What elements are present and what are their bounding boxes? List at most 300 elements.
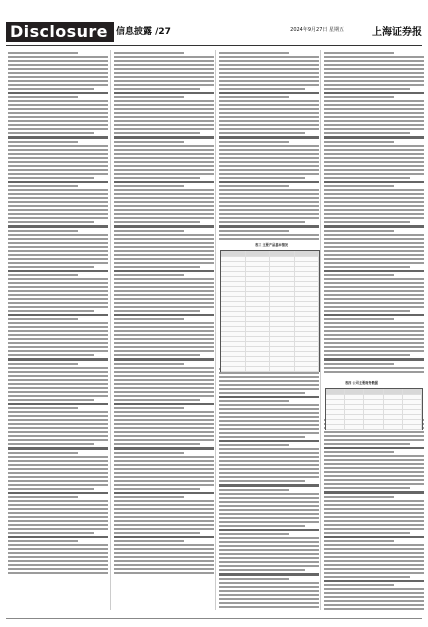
text-line	[324, 262, 424, 264]
text-line	[8, 488, 94, 490]
text-line	[324, 568, 424, 570]
text-line	[324, 157, 424, 159]
text-line	[219, 529, 319, 531]
table-cell	[246, 297, 271, 301]
text-line	[324, 274, 394, 276]
text-line	[324, 258, 424, 260]
column-divider	[320, 50, 321, 610]
text-line	[114, 460, 214, 462]
text-line	[219, 537, 319, 539]
table-cell	[270, 277, 295, 281]
text-line	[8, 342, 108, 344]
text-line	[219, 384, 319, 386]
text-line	[114, 464, 214, 466]
text-line	[114, 346, 214, 348]
text-line	[8, 528, 108, 530]
text-line	[219, 221, 305, 223]
text-line	[219, 76, 319, 78]
text-line	[324, 60, 424, 62]
text-line	[8, 508, 108, 510]
table-cell	[246, 262, 271, 266]
text-line	[8, 197, 108, 199]
text-line	[324, 540, 394, 542]
text-line	[114, 141, 184, 143]
text-line	[324, 367, 424, 369]
text-line	[219, 205, 319, 207]
text-line	[219, 533, 289, 535]
table-cell	[246, 317, 271, 321]
text-line	[114, 201, 214, 203]
table-caption: 表三 主要产品基本情况	[255, 243, 288, 247]
text-line	[8, 504, 108, 506]
text-line	[219, 201, 319, 203]
text-line	[8, 242, 108, 244]
text-line	[324, 136, 424, 138]
text-line	[8, 120, 108, 122]
text-line	[324, 435, 424, 437]
text-line	[219, 225, 319, 227]
table-cell	[345, 395, 364, 399]
text-line	[8, 270, 108, 272]
text-line	[324, 173, 424, 175]
text-line	[114, 468, 214, 470]
table-cell	[246, 347, 271, 351]
text-line	[324, 213, 424, 215]
text-line	[114, 209, 214, 211]
table-cell	[364, 395, 383, 399]
text-line	[114, 488, 200, 490]
text-line	[8, 234, 108, 236]
text-line	[114, 524, 214, 526]
text-line	[8, 250, 108, 252]
table-row	[221, 367, 319, 372]
table-cell	[364, 410, 383, 414]
text-line	[114, 496, 184, 498]
table-cell	[270, 272, 295, 276]
text-line	[324, 197, 424, 199]
text-line	[114, 415, 214, 417]
table-cell	[246, 352, 271, 356]
text-line	[114, 254, 214, 256]
text-line	[324, 177, 410, 179]
text-line	[114, 250, 214, 252]
text-line	[8, 286, 108, 288]
table-cell	[295, 317, 320, 321]
text-line	[324, 161, 424, 163]
text-line	[8, 128, 108, 130]
data-table	[220, 250, 320, 372]
text-line	[324, 354, 410, 356]
text-line	[114, 306, 214, 308]
text-line	[114, 447, 214, 449]
text-line	[324, 104, 424, 106]
text-line	[219, 128, 319, 130]
table-cell	[221, 322, 246, 326]
table-cell	[403, 410, 422, 414]
text-line	[219, 112, 319, 114]
text-line	[8, 492, 108, 494]
table-cell	[221, 297, 246, 301]
table-cell	[326, 425, 345, 429]
text-line	[114, 443, 200, 445]
table-cell	[295, 367, 320, 371]
data-table	[325, 388, 423, 430]
text-line	[219, 586, 319, 588]
text-line	[324, 463, 424, 465]
table-cell	[221, 307, 246, 311]
text-line	[324, 467, 424, 469]
text-line	[8, 254, 108, 256]
newspaper-name: 上海证券报	[372, 27, 422, 38]
text-line	[219, 217, 319, 219]
text-line	[219, 376, 319, 378]
text-line	[324, 548, 424, 550]
page-footer-rule	[6, 618, 422, 619]
text-line	[324, 290, 424, 292]
text-line	[8, 435, 108, 437]
text-line	[114, 395, 214, 397]
text-line	[8, 68, 108, 70]
table-cell	[246, 307, 271, 311]
text-line	[114, 427, 214, 429]
text-line	[114, 132, 200, 134]
text-line	[324, 556, 424, 558]
table-cell	[221, 287, 246, 291]
text-line	[324, 318, 394, 320]
text-line	[114, 419, 214, 421]
text-line	[8, 302, 108, 304]
text-line	[114, 504, 214, 506]
text-line	[8, 387, 108, 389]
table-cell	[364, 425, 383, 429]
table-cell	[221, 312, 246, 316]
text-line	[219, 185, 289, 187]
table-cell	[246, 322, 271, 326]
text-line	[219, 230, 289, 232]
table-cell	[270, 307, 295, 311]
text-line	[324, 447, 424, 449]
text-line	[8, 431, 108, 433]
text-line	[324, 536, 424, 538]
table-cell	[270, 322, 295, 326]
text-line	[114, 528, 214, 530]
text-line	[8, 439, 108, 441]
text-line	[324, 193, 424, 195]
text-line	[8, 371, 108, 373]
text-line	[324, 471, 424, 473]
text-line	[324, 516, 424, 518]
text-line	[8, 419, 108, 421]
text-line	[114, 278, 214, 280]
text-line	[114, 290, 214, 292]
table-cell	[270, 347, 295, 351]
table-cell	[295, 262, 320, 266]
text-line	[114, 516, 214, 518]
text-line	[219, 396, 319, 398]
table-cell	[403, 425, 422, 429]
text-line	[114, 294, 214, 296]
text-line	[324, 225, 424, 227]
text-line	[219, 432, 319, 434]
text-line	[219, 497, 319, 499]
table-cell	[270, 352, 295, 356]
table-cell	[295, 282, 320, 286]
text-line	[219, 120, 319, 122]
text-line	[324, 108, 424, 110]
text-line	[114, 564, 214, 566]
text-line	[8, 52, 78, 54]
text-line	[114, 185, 184, 187]
text-line	[114, 358, 214, 360]
text-line	[114, 334, 214, 336]
text-line	[324, 230, 394, 232]
table-cell	[221, 317, 246, 321]
text-line	[324, 298, 424, 300]
table-cell	[403, 395, 422, 399]
text-line	[114, 213, 214, 215]
table-cell	[270, 337, 295, 341]
table-cell	[384, 420, 403, 424]
text-line	[114, 76, 214, 78]
table-cell	[295, 312, 320, 316]
table-cell	[246, 267, 271, 271]
text-line	[8, 157, 108, 159]
text-line	[8, 80, 108, 82]
text-line	[114, 262, 214, 264]
text-line	[8, 145, 108, 147]
text-line	[8, 399, 94, 401]
text-line	[324, 564, 424, 566]
text-line	[114, 124, 214, 126]
text-line	[219, 116, 319, 118]
text-line	[114, 161, 214, 163]
text-line	[114, 165, 214, 167]
text-line	[8, 452, 78, 454]
text-line	[114, 484, 214, 486]
text-line	[219, 582, 319, 584]
table-cell	[221, 342, 246, 346]
text-line	[8, 76, 108, 78]
table-cell	[384, 415, 403, 419]
text-line	[8, 181, 108, 183]
text-line	[8, 443, 94, 445]
text-line	[114, 88, 200, 90]
table-cell	[403, 405, 422, 409]
table-cell	[270, 282, 295, 286]
text-line	[114, 568, 214, 570]
issue-date: 2024年9月27日 星期五	[290, 27, 344, 33]
text-line	[219, 412, 319, 414]
text-line	[114, 472, 214, 474]
text-line	[324, 254, 424, 256]
text-line	[114, 544, 214, 546]
text-line	[324, 266, 410, 268]
text-line	[219, 428, 319, 430]
text-line	[8, 354, 94, 356]
text-line	[324, 431, 424, 433]
table-cell	[295, 352, 320, 356]
table-cell	[295, 357, 320, 361]
text-line	[219, 96, 289, 98]
text-line	[324, 120, 424, 122]
table-cell	[345, 410, 364, 414]
table-cell	[384, 395, 403, 399]
text-line	[219, 400, 289, 402]
section-title: 信息披露 /27	[116, 27, 171, 37]
text-line	[114, 153, 214, 155]
text-line	[324, 588, 424, 590]
text-line	[219, 104, 319, 106]
text-line	[8, 189, 108, 191]
text-line	[114, 242, 214, 244]
table-cell	[270, 262, 295, 266]
table-cell	[295, 251, 320, 256]
table-cell	[221, 337, 246, 341]
text-line	[8, 221, 94, 223]
table-cell	[403, 415, 422, 419]
table-cell	[221, 251, 246, 256]
text-line	[8, 246, 108, 248]
text-line	[219, 100, 319, 102]
text-line	[114, 480, 214, 482]
text-line	[219, 234, 319, 236]
text-line	[114, 411, 214, 413]
text-line	[114, 354, 200, 356]
text-line	[114, 439, 214, 441]
text-line	[114, 500, 214, 502]
table-cell	[403, 400, 422, 404]
text-line	[219, 424, 319, 426]
text-line	[114, 193, 214, 195]
text-line	[324, 560, 424, 562]
text-line	[114, 266, 200, 268]
text-line	[324, 68, 424, 70]
text-line	[219, 52, 289, 54]
text-line	[219, 493, 319, 495]
text-line	[324, 491, 424, 493]
text-line	[324, 181, 424, 183]
table-cell	[270, 367, 295, 371]
text-line	[8, 447, 108, 449]
table-cell	[345, 405, 364, 409]
text-line	[219, 181, 319, 183]
text-line	[219, 408, 319, 410]
table-cell	[270, 327, 295, 331]
text-line	[219, 505, 319, 507]
table-cell	[270, 257, 295, 261]
text-line	[324, 371, 424, 373]
table-cell	[246, 312, 271, 316]
text-line	[8, 572, 108, 574]
text-line	[8, 169, 108, 171]
table-cell	[246, 257, 271, 261]
text-line	[114, 456, 214, 458]
table-cell	[270, 362, 295, 366]
text-line	[114, 508, 214, 510]
text-line	[324, 141, 394, 143]
text-line	[8, 84, 108, 86]
table-cell	[246, 272, 271, 276]
text-line	[219, 513, 319, 515]
text-line	[324, 455, 424, 457]
text-line	[8, 64, 108, 66]
table-cell	[295, 322, 320, 326]
table-cell	[364, 420, 383, 424]
text-line	[114, 298, 214, 300]
text-line	[324, 209, 424, 211]
text-line	[324, 584, 394, 586]
text-line	[114, 72, 214, 74]
text-line	[8, 548, 108, 550]
text-line	[324, 520, 424, 522]
text-line	[219, 189, 319, 191]
text-line	[114, 100, 214, 102]
text-line	[219, 145, 319, 147]
text-line	[324, 201, 424, 203]
text-line	[8, 294, 108, 296]
text-line	[219, 136, 319, 138]
text-line	[219, 420, 319, 422]
text-line	[219, 177, 305, 179]
text-line	[219, 569, 305, 571]
text-line	[324, 165, 424, 167]
text-line	[8, 314, 108, 316]
text-line	[114, 145, 214, 147]
text-line	[8, 92, 108, 94]
text-line	[114, 112, 214, 114]
text-line	[114, 84, 214, 86]
text-line	[114, 225, 214, 227]
text-line	[219, 161, 319, 163]
masthead	[6, 22, 422, 44]
text-line	[324, 346, 424, 348]
text-line	[219, 388, 319, 390]
text-line	[8, 298, 108, 300]
table-cell	[270, 342, 295, 346]
text-line	[8, 165, 108, 167]
text-line	[114, 205, 214, 207]
table-cell	[295, 332, 320, 336]
text-line	[8, 512, 108, 514]
text-line	[114, 423, 214, 425]
text-line	[8, 266, 94, 268]
table-cell	[295, 327, 320, 331]
text-line	[219, 84, 319, 86]
text-line	[114, 246, 214, 248]
table-cell	[384, 389, 403, 394]
table-cell	[221, 332, 246, 336]
text-line	[219, 72, 319, 74]
text-line	[324, 443, 410, 445]
text-line	[219, 108, 319, 110]
text-line	[114, 274, 184, 276]
text-line	[114, 157, 214, 159]
text-line	[114, 197, 214, 199]
text-line	[8, 258, 108, 260]
text-line	[8, 217, 108, 219]
text-line	[324, 576, 410, 578]
table-cell	[326, 389, 345, 394]
text-line	[324, 72, 424, 74]
text-line	[114, 322, 214, 324]
text-line	[324, 145, 424, 147]
text-line	[324, 600, 424, 602]
text-line	[114, 116, 214, 118]
table-cell	[326, 405, 345, 409]
text-line	[114, 238, 214, 240]
text-line	[114, 556, 214, 558]
text-line	[219, 56, 319, 58]
